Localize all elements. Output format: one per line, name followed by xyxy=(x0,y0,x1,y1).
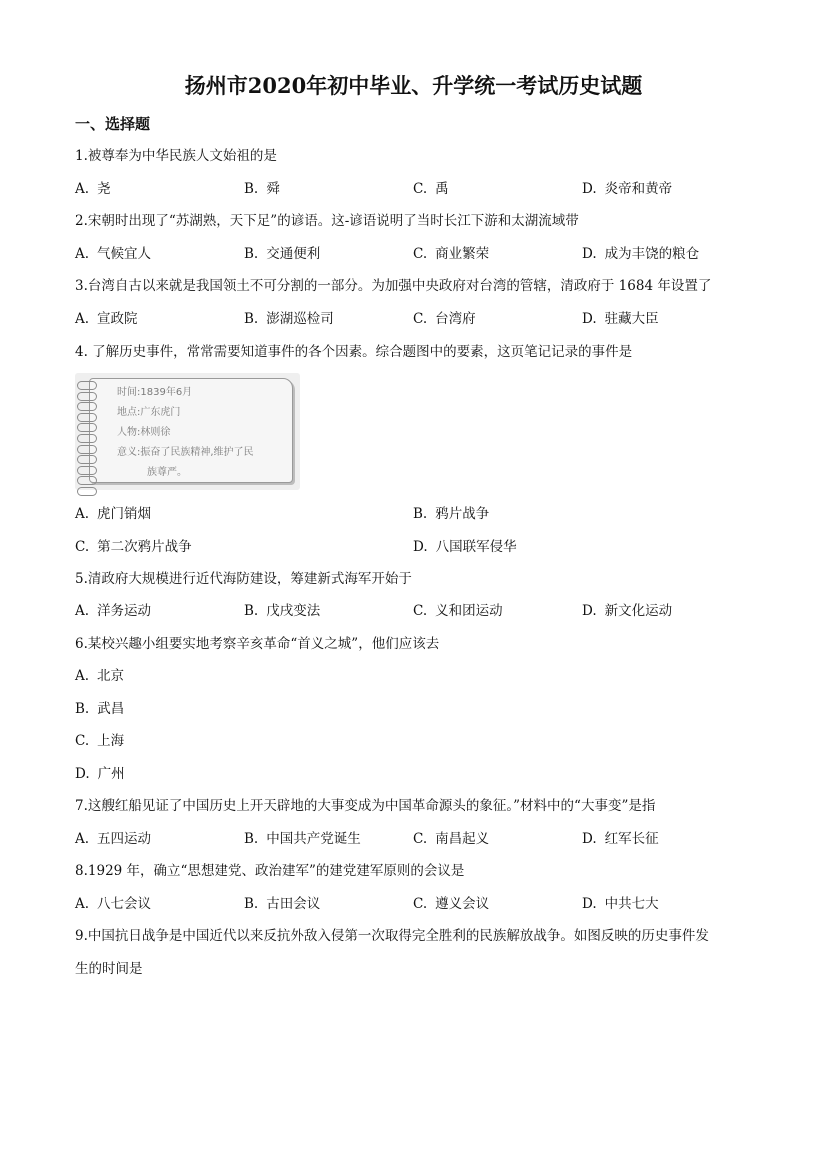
question-number: 9. xyxy=(75,928,88,944)
option-label: C. xyxy=(413,246,428,262)
q6-option-a xyxy=(75,667,124,685)
question-number: 8. xyxy=(75,863,88,879)
option-text: 禹 xyxy=(435,181,449,197)
option-text: 中共七大 xyxy=(604,896,659,912)
q4-option-c xyxy=(75,538,192,556)
option-label: A. xyxy=(75,311,90,327)
option-label: D. xyxy=(582,181,597,197)
option-label: C. xyxy=(413,896,428,912)
question-number: 3. xyxy=(75,278,88,294)
option-text: 八国联军侵华 xyxy=(435,539,517,555)
notebook-line-meaning: 意义:振奋了民族精神,维护了民 xyxy=(117,447,254,458)
notebook-line-place: 地点:广东虎门 xyxy=(117,407,181,418)
option-text: 五四运动 xyxy=(97,831,152,847)
option-label: B. xyxy=(244,603,259,619)
question-number: 4. xyxy=(75,344,88,360)
q4-option-d xyxy=(413,538,517,556)
option-text: 武昌 xyxy=(97,701,125,717)
option-label: B. xyxy=(413,506,428,522)
option-label: B. xyxy=(244,246,259,262)
option-text: 炎帝和黄帝 xyxy=(604,181,673,197)
question-number: 1. xyxy=(75,148,88,164)
option-text: 宣政院 xyxy=(97,311,138,327)
q5-option-a xyxy=(75,602,151,620)
q8-option-a xyxy=(75,895,151,913)
option-label: A. xyxy=(75,668,90,684)
option-label: D. xyxy=(582,831,597,847)
q1-option-c xyxy=(413,180,449,198)
question-text: 清政府大规模进行近代海防建设，筹建新式海军开始于 xyxy=(87,571,412,587)
question-text: 这艘红船见证了中国历史上开天辟地的大事变成为中国革命源头的象征。”材料中的“大事变”是指 xyxy=(87,798,656,814)
question-9-stem xyxy=(75,927,709,945)
option-label: D. xyxy=(582,246,597,262)
q7-option-c xyxy=(413,830,489,848)
q7-option-b xyxy=(244,830,361,848)
option-label: B. xyxy=(244,831,259,847)
question-1-stem xyxy=(75,147,277,165)
question-text: 1929 年，确立“思想建党、政治建军”的建党建军原则的会议是 xyxy=(87,863,465,879)
question-number: 5. xyxy=(75,571,88,587)
option-label: D. xyxy=(582,896,597,912)
option-label: D. xyxy=(75,766,90,782)
q8-option-c xyxy=(413,895,489,913)
question-5-stem xyxy=(75,570,412,588)
question-number: 7. xyxy=(75,798,88,814)
question-text: 某校兴趣小组要实地考察辛亥革命“首义之城”，他们应该去 xyxy=(87,636,440,652)
option-text: 红军长征 xyxy=(604,831,659,847)
option-label: B. xyxy=(75,701,90,717)
option-text: 义和团运动 xyxy=(435,603,503,619)
q3-option-c xyxy=(413,310,476,328)
question-text: 中国抗日战争是中国近代以来反抗外敌入侵第一次取得完全胜利的民族解放战争。如图反映的历史事件发 xyxy=(87,928,709,944)
q3-option-d xyxy=(582,310,659,328)
notebook-line-meaning-cont: 族尊严。 xyxy=(147,467,187,478)
q4-option-b xyxy=(413,505,489,523)
option-label: B. xyxy=(244,181,259,197)
option-label: A. xyxy=(75,181,90,197)
notebook-figure xyxy=(75,373,300,490)
option-text: 上海 xyxy=(97,733,125,749)
q4-option-a xyxy=(75,505,151,523)
option-label: A. xyxy=(75,506,90,522)
q5-option-c xyxy=(413,602,503,620)
option-text: 虎门销烟 xyxy=(97,506,152,522)
option-text: 广州 xyxy=(97,766,125,782)
section-heading: 一、选择题 xyxy=(75,115,151,133)
option-label: C. xyxy=(75,539,90,555)
option-text: 第二次鸦片战争 xyxy=(97,539,192,555)
question-text: 了解历史事件，常常需要知道事件的各个因素。综合题图中的要素，这页笔记记录的事件是 xyxy=(87,344,633,360)
question-3-stem xyxy=(75,277,711,295)
q5-option-b xyxy=(244,602,320,620)
q7-option-d xyxy=(582,830,659,848)
q3-option-a xyxy=(75,310,138,328)
q1-option-a xyxy=(75,180,111,198)
option-text: 中国共产党诞生 xyxy=(266,831,361,847)
option-text: 新文化运动 xyxy=(604,603,673,619)
q8-option-b xyxy=(244,895,320,913)
q6-option-b xyxy=(75,700,124,718)
option-text: 交通便利 xyxy=(266,246,321,262)
notebook-line-time: 时间:1839年6月 xyxy=(117,387,193,398)
question-7-stem xyxy=(75,797,655,815)
q1-option-b xyxy=(244,180,280,198)
question-text: 被尊奉为中华民族人文始祖的是 xyxy=(87,148,277,164)
option-text: 古田会议 xyxy=(266,896,321,912)
q6-option-c xyxy=(75,732,124,750)
q5-option-d xyxy=(582,602,672,620)
option-label: C. xyxy=(75,733,90,749)
q1-option-d xyxy=(582,180,672,198)
notebook-line-person: 人物:林则徐 xyxy=(117,427,171,438)
option-label: D. xyxy=(582,311,597,327)
option-text: 成为丰饶的粮仓 xyxy=(604,246,700,262)
q7-option-a xyxy=(75,830,151,848)
option-text: 台湾府 xyxy=(435,311,476,327)
option-label: B. xyxy=(244,311,259,327)
option-text: 驻藏大臣 xyxy=(604,311,659,327)
option-label: D. xyxy=(413,539,428,555)
question-6-stem xyxy=(75,635,439,653)
option-text: 遵义会议 xyxy=(435,896,490,912)
option-text: 舜 xyxy=(266,181,280,197)
q2-option-c xyxy=(413,245,489,263)
option-label: A. xyxy=(75,896,90,912)
option-text: 南昌起义 xyxy=(435,831,490,847)
option-text: 商业繁荣 xyxy=(435,246,490,262)
q6-option-d xyxy=(75,765,125,783)
question-text: 宋朝时出现了“苏湖熟，天下足”的谚语。这-谚语说明了当时长江下游和太湖流域带 xyxy=(87,213,579,229)
option-text: 鸦片战争 xyxy=(435,506,490,522)
option-label: B. xyxy=(244,896,259,912)
q8-option-d xyxy=(582,895,659,913)
option-label: C. xyxy=(413,181,428,197)
option-label: A. xyxy=(75,831,90,847)
option-label: A. xyxy=(75,246,90,262)
document-title: 扬州市2020年初中毕业、升学统一考试历史试题 xyxy=(184,73,643,98)
option-text: 澎湖巡检司 xyxy=(266,311,334,327)
option-label: C. xyxy=(413,311,428,327)
option-label: A. xyxy=(75,603,90,619)
q3-option-b xyxy=(244,310,334,328)
option-label: C. xyxy=(413,603,428,619)
option-text: 洋务运动 xyxy=(97,603,152,619)
option-label: C. xyxy=(413,831,428,847)
spiral-binding-icon xyxy=(77,381,99,481)
option-label: D. xyxy=(582,603,597,619)
question-number: 2. xyxy=(75,213,88,229)
question-9-stem-cont: 生的时间是 xyxy=(75,961,143,977)
q2-option-b xyxy=(244,245,320,263)
q2-option-d xyxy=(582,245,699,263)
question-text: 台湾自古以来就是我国领土不可分割的一部分。为加强中央政府对台湾的管辖，清政府于 1684 年设置了 xyxy=(87,278,712,294)
q2-option-a xyxy=(75,245,151,263)
option-text: 八七会议 xyxy=(97,896,152,912)
option-text: 戊戌变法 xyxy=(266,603,321,619)
option-text: 气候宜人 xyxy=(97,246,152,262)
question-2-stem xyxy=(75,212,579,230)
question-number: 6. xyxy=(75,636,88,652)
option-text: 北京 xyxy=(97,668,125,684)
question-8-stem xyxy=(75,862,464,880)
option-text: 尧 xyxy=(97,181,111,197)
question-4-stem xyxy=(75,343,632,361)
